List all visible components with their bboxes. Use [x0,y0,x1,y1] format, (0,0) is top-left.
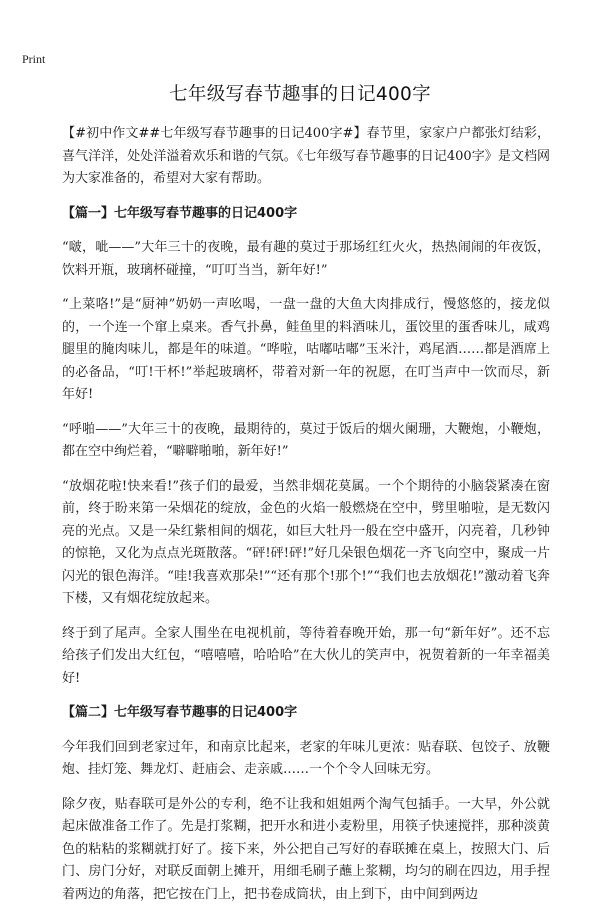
intro-paragraph: 【#初中作文##七年级写春节趣事的日记400字#】春节里，家家户户都张灯结彩，喜气洋洋，处处洋溢着欢乐和谐的气氛。《七年级写春节趣事的日记400字》是文档网为大家准备的，希望对大家有帮助。 [62,126,550,186]
section-heading-2: 【篇二】七年级写春节趣事的日记400字 [62,705,298,720]
paragraph: “上菜咯!”是“厨神”奶奶一声吆喝，一盘一盘的大鱼大肉排成行，慢悠悠的，接龙似的，一个连一个窜上桌来。香气扑鼻，鲑鱼里的料酒味儿，蛋饺里的蛋香味儿，咸鸡腿里的腌肉味儿，都是年的味道。“哗啦，咕嘟咕嘟”玉米汁，鸡尾酒……都是酒席上的必备品，“叮!干杯!”举起玻璃杯，带着对新一年的祝愿，在叮当声中一饮而尽，新年好! [62,297,550,402]
paragraph: “呼啪——”大年三十的夜晚，最期待的，莫过于饭后的烟火阑珊，大鞭炮，小鞭炮，都在空中绚烂着，“噼噼啪啪，新年好!” [62,421,550,459]
article-body [62,123,550,918]
section-heading-1: 【篇一】七年级写春节趣事的日记400字 [62,205,298,221]
paragraph: “啵，呲——”大年三十的夜晚，最有趣的莫过于那场红红火火，热热闹闹的年夜饭，饮料开瓶，玻璃杯碰撞，“叮叮当当，新年好!” [62,240,550,278]
paragraph: 今年我们回到老家过年，和南京比起来，老家的年味儿更浓：贴春联、包饺子、放鞭炮、挂灯笼、舞龙灯、赶庙会、走亲戚……一个个令人回味无穷。 [62,739,550,777]
paragraph: 终于到了尾声。全家人围坐在电视机前，等待着春晚开始，那一句“新年好”。还不忘给孩子们发出大红包，“嘻嘻嘻，哈哈哈”在大伙儿的笑声中，祝贺着新的一年幸福美好! [62,625,550,686]
article-title: 七年级写春节趣事的日记400字 [169,84,431,105]
paragraph: 除夕夜，贴春联可是外公的专利，绝不让我和姐姐两个淘气包插手。一大早，外公就起床做准备工作了。先是打浆糊，把开水和进小麦粉里，用筷子快速搅拌，那种淡黄色的粘粘的浆糊就打好了。接下来，外公把自己写好的春联摊在桌上，按照大门、后门、房门分好，对联反面朝上摊开，用细毛刷子蘸上浆糊，均匀的刷在四边，用手捏着两边的角落，把它按在门上，把书卷成筒状，由上到下，由中间到两边 [62,796,550,902]
paragraph: “放烟花啦!快来看!”孩子们的最爱，当然非烟花莫属。一个个期待的小脑袋紧凑在窗前，终于盼来第一朵烟花的绽放，金色的火焰一般燃烧在空中，劈里啪啦，是无数闪亮的光点。又是一朵红紫相间的烟花，如巨大牡丹一般在空中盛开，闪亮着，几秒钟的惊艳，又化为点点光斑散落。“砰!砰!砰!”好几朵银色烟花一齐飞向空中，聚成一片闪光的银色海洋。“哇!我喜欢那朵!”“还有那个!那个!”“我们也去放烟花!”激动着飞奔下楼，又有烟花绽放起来。 [62,478,550,606]
print-link[interactable]: Print [22,52,46,66]
